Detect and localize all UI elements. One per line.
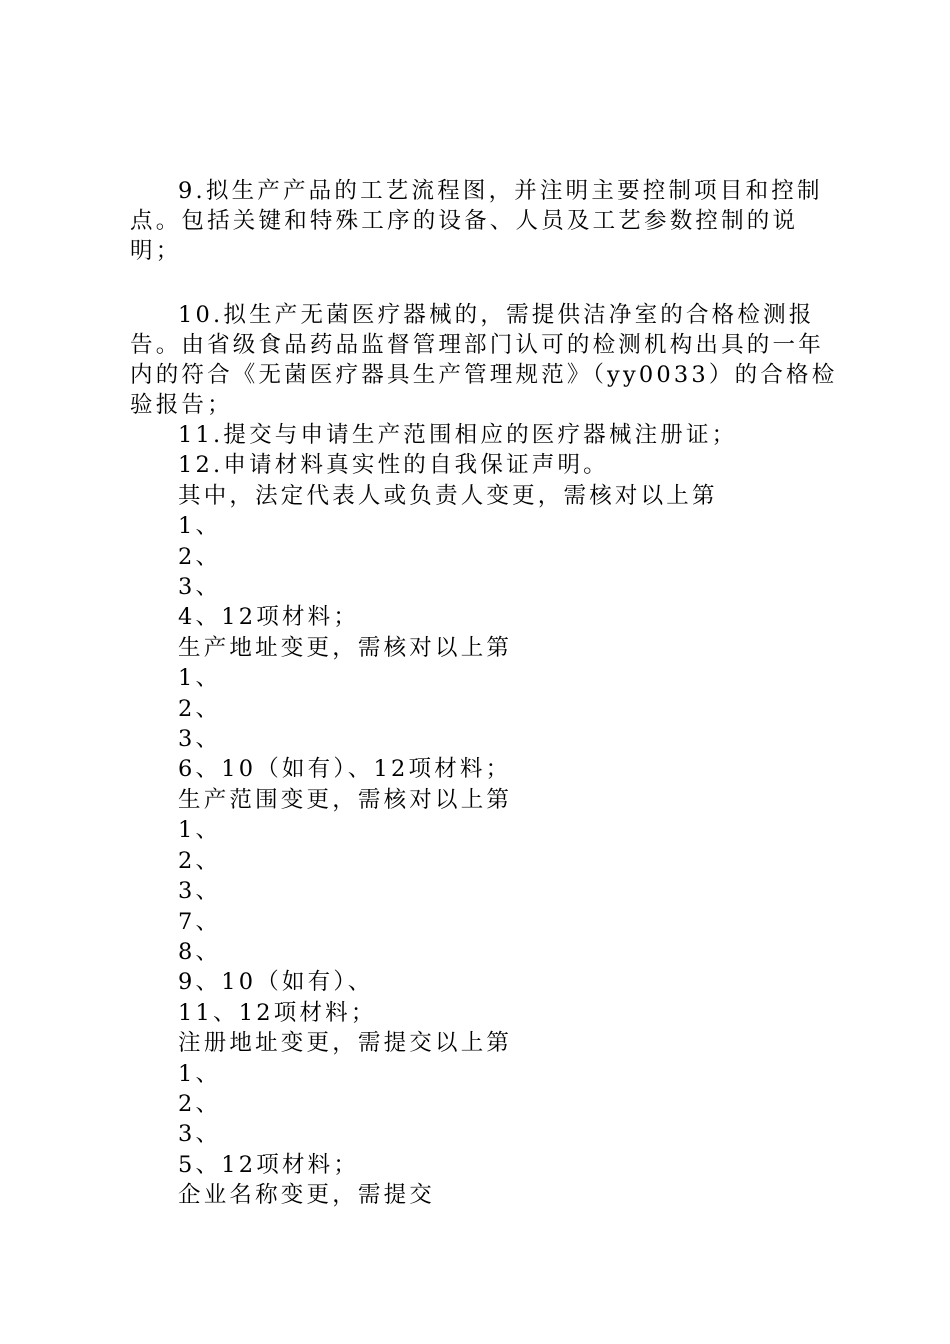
text-line: 12.申请材料真实性的自我保证声明。 xyxy=(178,452,609,479)
text-line: 1、 xyxy=(178,665,222,692)
text-line: 7、 xyxy=(178,908,222,935)
text-line: 1、 xyxy=(178,817,222,844)
text-line: 9、10（如有）、 xyxy=(178,969,374,996)
text-line: 8、 xyxy=(178,938,222,965)
paragraph-item-9: 9.拟生产产品的工艺流程图，并注明主要控制项目和控制点。包括关键和特殊工序的设备、人员及工艺参数控制的说明； xyxy=(130,178,823,264)
text-line: 3、 xyxy=(178,1121,222,1148)
text-line: 生产范围变更，需核对以上第 xyxy=(178,786,513,813)
text-line: 2、 xyxy=(178,543,222,570)
text-line: 5、12项材料； xyxy=(178,1151,360,1178)
text-line: 3、 xyxy=(178,878,222,905)
text-line: 3、 xyxy=(178,574,222,601)
text-line: 2、 xyxy=(178,1090,222,1117)
text-line: 其中，法定代表人或负责人变更，需核对以上第 xyxy=(178,482,718,509)
text-line: 生产地址变更，需核对以上第 xyxy=(178,634,513,661)
text-line: 3、 xyxy=(178,726,222,753)
text-line: 11.提交与申请生产范围相应的医疗器械注册证； xyxy=(178,422,738,448)
text-line: 注册地址变更，需提交以上第 xyxy=(178,1030,513,1057)
text-line: 4、12项材料； xyxy=(178,604,360,631)
text-line: 企业名称变更，需提交 xyxy=(178,1182,436,1209)
paragraph-item-10: 10.拟生产无菌医疗器械的，需提供洁净室的合格检测报告。由省级食品药品监督管理部门认可的检测机构出具的一年内的符合《无菌医疗器具生产管理规范》（yy0033）的合格检验报告； xyxy=(130,302,838,418)
text-line: 11、12项材料； xyxy=(178,999,377,1026)
text-line: 6、10（如有）、12项材料； xyxy=(178,756,512,783)
text-line: 1、 xyxy=(178,513,222,540)
text-line: 2、 xyxy=(178,847,222,874)
text-line: 1、 xyxy=(178,1060,222,1087)
document-body xyxy=(130,176,840,1211)
text-line: 2、 xyxy=(178,695,222,722)
